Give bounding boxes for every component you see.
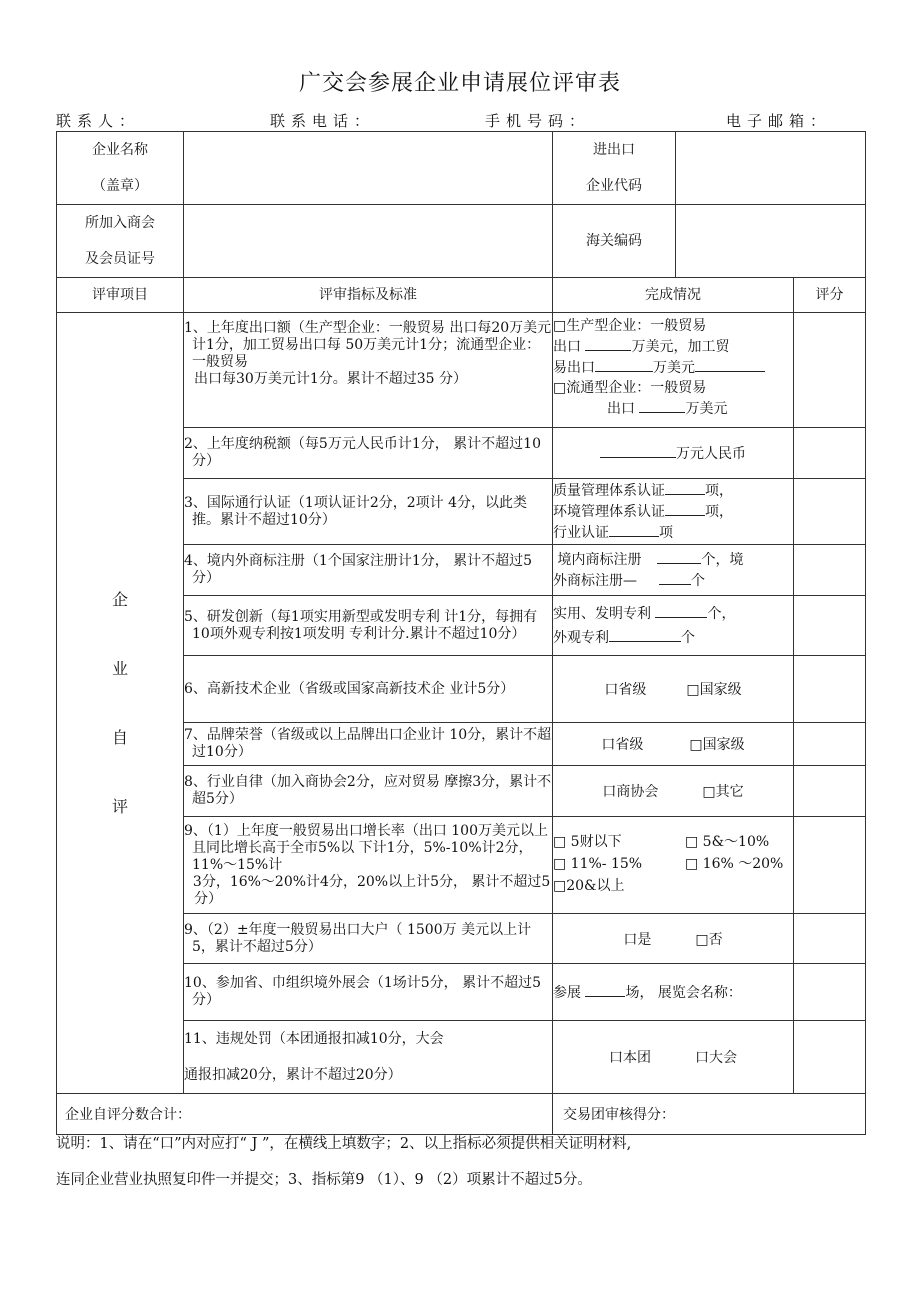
score-item-9-2[interactable] xyxy=(794,914,866,964)
contact-person-label: 联系人： xyxy=(56,112,141,130)
column-header-result: 完成情况 xyxy=(553,278,794,313)
result-item-9-1[interactable]: □ 5财以下 □ 5&～10% □ 11%- 15% □ 16% ～20% □20&以上 xyxy=(553,817,794,914)
note-line-1: 说明：1、请在“口”内对应打“ J ”，在横线上填数字；2、以上指标必须提供相关证明材料, xyxy=(56,1136,632,1152)
result-item-3[interactable]: 质量管理体系认证 项， 环境管理体系认证 项， 行业认证 项 xyxy=(553,479,794,545)
score-item-5[interactable] xyxy=(794,596,866,656)
criteria-item-1: 1、上年度出口额（生产型企业：一般贸易 出口每20万美元计1分，加工贸易出口每 50万美元计1分；流通型企业：一般贸易 出口每30万美元计1分。累计不超过35 分） xyxy=(184,313,553,428)
score-item-7[interactable] xyxy=(794,723,866,766)
result-item-1[interactable]: □生产型企业：一般贸易 出口 万美元，加工贸 易出口 万美元 □流通型企业：一般贸易 出口 万美元 xyxy=(553,313,794,428)
note-line-2: 连同企业营业执照复印件一并提交；3、指标第9 （1）、9 （2）项累计不超过5分。 xyxy=(56,1172,592,1188)
company-name-label: 企业名称 （盖章） xyxy=(57,132,184,205)
criteria-item-4: 4、境内外商标注册（1个国家注册计1分， 累计不超过5分） xyxy=(184,545,553,596)
criteria-item-9-1: 9、（1）上年度一般贸易出口增长率（出口 100万美元以上且同比增长高于全市5%以 下计1分，5%-10%计2分，11%～15%计 3分，16%～20%计4分，20%以上计5分， 累计不超过5分） xyxy=(184,817,553,914)
review-form-table xyxy=(56,131,866,1135)
company-name-field[interactable] xyxy=(184,132,553,205)
column-header-criteria: 评审指标及标准 xyxy=(184,278,553,313)
result-item-8[interactable]: 口商协会 □其它 xyxy=(553,766,794,817)
score-item-2[interactable] xyxy=(794,428,866,479)
import-export-code-label: 进出口 企业代码 xyxy=(553,132,676,205)
criteria-item-6: 6、高新技术企业（省级或国家高新技术企 业计5分） xyxy=(184,656,553,723)
score-item-1[interactable] xyxy=(794,313,866,428)
email-label: 电子邮箱： xyxy=(726,112,832,130)
customs-code-field[interactable] xyxy=(676,205,866,278)
contact-phone-label: 联系电话： xyxy=(270,112,376,130)
criteria-item-5: 5、研发创新（每1项实用新型或发明专利 计1分，每拥有10项外观专利按1项发明 专利计分.累计不超过10分） xyxy=(184,596,553,656)
score-item-10[interactable] xyxy=(794,964,866,1021)
criteria-item-3: 3、国际通行认证（1项认证计2分，2项计 4分，以此类推。累计不超过10分） xyxy=(184,479,553,545)
criteria-item-9-2: 9、（2）±年度一般贸易出口大户（ 1500万 美元以上计5，累计不超过5分） xyxy=(184,914,553,964)
score-item-11[interactable] xyxy=(794,1021,866,1094)
chamber-member-field[interactable] xyxy=(184,205,553,278)
column-header-score: 评分 xyxy=(794,278,866,313)
form-title: 广交会参展企业申请展位评审表 xyxy=(298,71,621,96)
criteria-item-7: 7、品牌荣誉（省级或以上品牌出口企业计 10分，累计不超过10分） xyxy=(184,723,553,766)
chamber-member-label: 所加入商会 及会员证号 xyxy=(57,205,184,278)
result-item-6[interactable]: 口省级 □国家级 xyxy=(553,656,794,723)
result-item-11[interactable]: 口本团 口大会 xyxy=(553,1021,794,1094)
customs-code-label: 海关编码 xyxy=(553,205,676,278)
result-item-4[interactable]: 境内商标注册 个，境 外商标注册— 个 xyxy=(553,545,794,596)
column-header-item: 评审项目 xyxy=(57,278,184,313)
result-item-2[interactable]: 万元人民币 xyxy=(553,428,794,479)
mobile-number-label: 手机号码： xyxy=(485,112,591,130)
result-item-5[interactable]: 实用、发明专利 个， 外观专利 个 xyxy=(553,596,794,656)
result-item-7[interactable]: 口省级 □国家级 xyxy=(553,723,794,766)
score-item-8[interactable] xyxy=(794,766,866,817)
criteria-item-2: 2、上年度纳税额（每5万元人民币计1分， 累计不超过10分） xyxy=(184,428,553,479)
criteria-item-8: 8、行业自律（加入商协会2分，应对贸易 摩擦3分，累计不超5分） xyxy=(184,766,553,817)
criteria-item-11: 11、违规处罚（本团通报扣减10分，大会 通报扣减20分，累计不超过20分） xyxy=(184,1021,553,1094)
import-export-code-field[interactable] xyxy=(676,132,866,205)
criteria-item-10: 10、参加省、巾组织境外展会（1场计5分， 累计不超过5分） xyxy=(184,964,553,1021)
self-total-score[interactable]: 企业自评分数合计： xyxy=(57,1094,553,1135)
score-item-6[interactable] xyxy=(794,656,866,723)
review-total-score[interactable]: 交易团审核得分： xyxy=(553,1094,866,1135)
result-item-10[interactable]: 参展 场， 展览会名称： xyxy=(553,964,794,1021)
score-item-9-1[interactable] xyxy=(794,817,866,914)
score-item-3[interactable] xyxy=(794,479,866,545)
category-self-assessment: 企 业 自 评 xyxy=(57,313,184,1094)
score-item-4[interactable] xyxy=(794,545,866,596)
result-item-9-2[interactable]: 口是 □否 xyxy=(553,914,794,964)
